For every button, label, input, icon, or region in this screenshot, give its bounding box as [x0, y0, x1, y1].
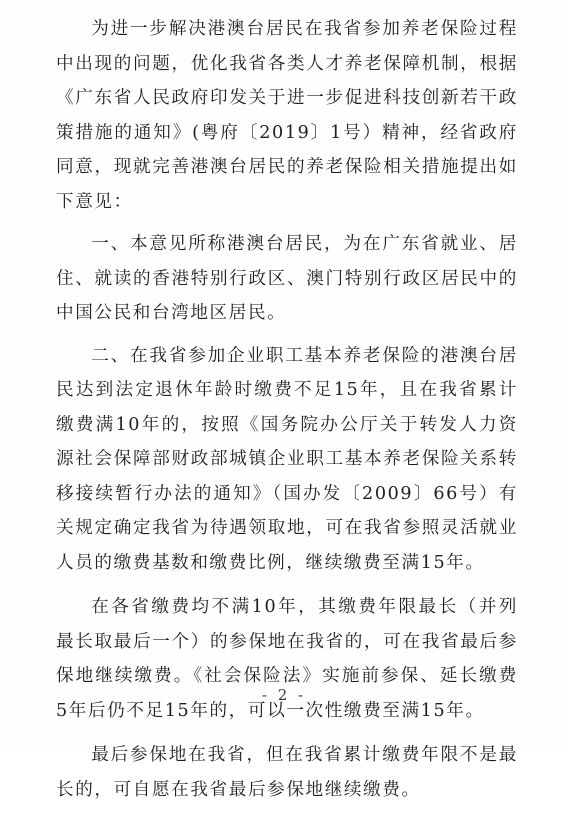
article-one-paragraph: 一、本意见所称港澳台居民，为在广东省就业、居住、就读的香港特别行政区、澳门特别行政区居民中的中国公民和台湾地区居民。 — [56, 234, 518, 323]
article-two-paragraph: 二、在我省参加企业职工基本养老保险的港澳台居民达到法定退休年龄时缴费不足15年，且在我省累计缴费满10年的，按照《国务院办公厅关于转发人力资源社会保障部财政部城镇企业职工基本养老保险关系转移接续暂行办法的通知》（国办发〔2009〕66号）有关规定确定我省为待遇领取地，可在我省参照灵活就业人员的缴费基数和缴费比例，继续缴费至满15年。 — [56, 345, 518, 573]
page-number: - 2 - — [261, 686, 307, 704]
intro-paragraph: 为进一步解决港澳台居民在我省参加养老保险过程中出现的问题，优化我省各类人才养老保障机制，根据《广东省人民政府印发关于进一步促进科技创新若干政策措施的通知》(粤府〔2019〕1号）精神，经省政府同意，现就完善港澳台居民的养老保险相关措施提出如下意见： — [56, 19, 518, 212]
last-insured-paragraph: 最后参保地在我省，但在我省累计缴费年限不是最长的，可自愿在我省最后参保地继续缴费。 — [56, 745, 518, 800]
multi-province-paragraph: 在各省缴费均不满10年，其缴费年限最长（并列最长取最后一个）的参保地在我省的，可在我省最后参保地继续缴费。《社会保险法》实施前参保、延长缴费5年后仍不足15年的，可以一次性缴费至满15年。 — [56, 597, 518, 721]
